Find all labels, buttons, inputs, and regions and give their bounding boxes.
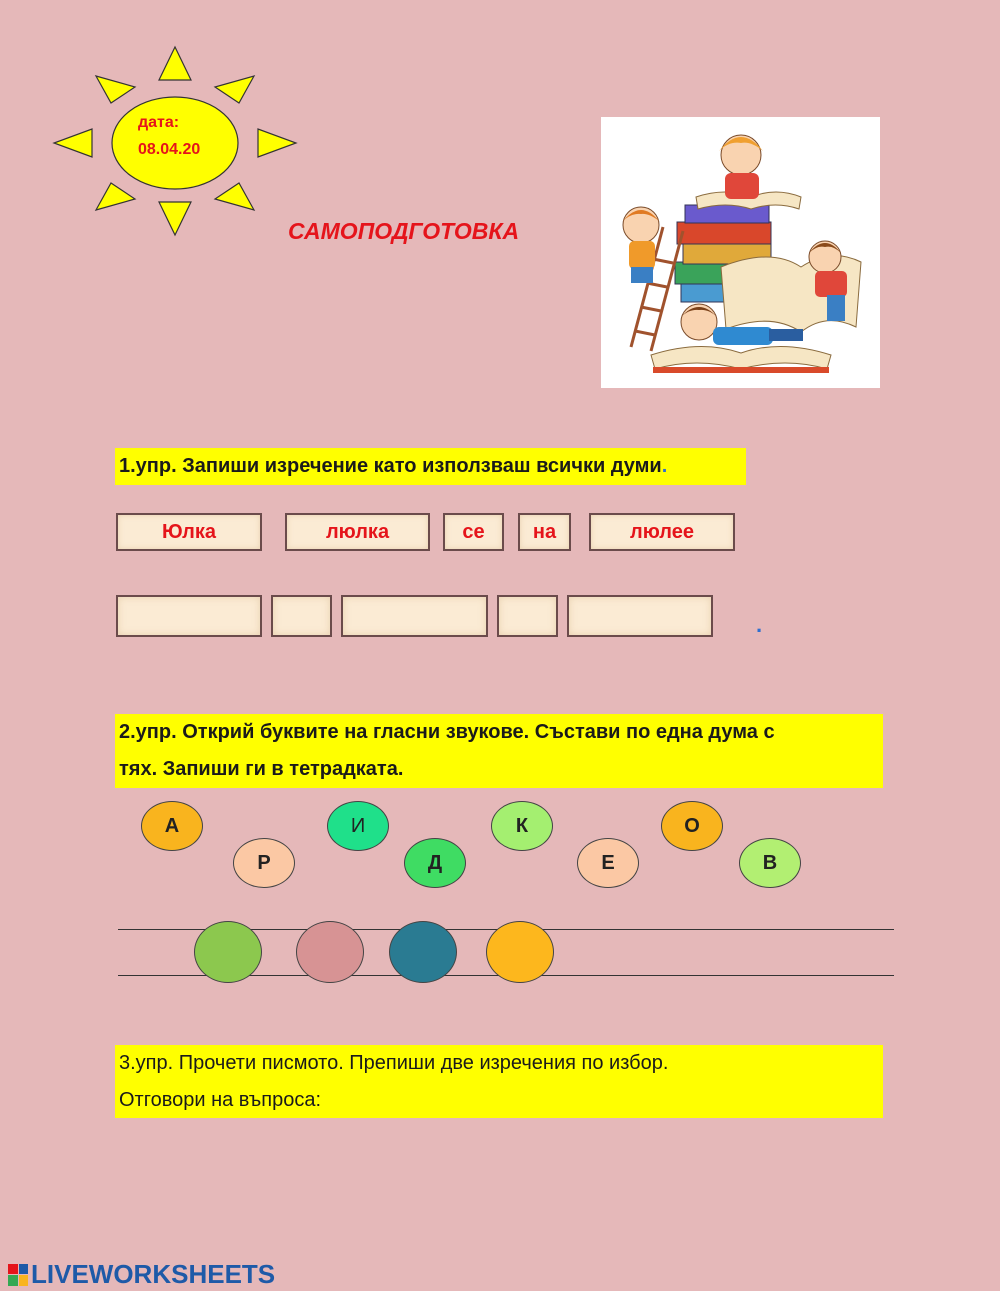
task2-instruction xyxy=(115,714,883,788)
word-tile[interactable]: люлее xyxy=(589,513,735,551)
liveworksheets-mark-icon xyxy=(8,1264,28,1286)
answer-drop-slot[interactable] xyxy=(116,595,262,637)
page-title: САМОПОДГОТОВКА xyxy=(288,218,520,244)
logo-text: LIVEWORKSHEETS xyxy=(31,1259,276,1289)
children-reading-books-illustration xyxy=(601,117,880,388)
answer-drop-slot[interactable] xyxy=(341,595,488,637)
letter-bubble[interactable]: К xyxy=(491,801,553,851)
date-label: дата: xyxy=(138,114,180,131)
letter-bubble[interactable]: Е xyxy=(577,838,639,888)
liveworksheets-logo[interactable] xyxy=(8,1259,275,1290)
word-tile[interactable]: люлка xyxy=(285,513,430,551)
task1-instruction-dot: . xyxy=(661,455,668,477)
sentence-end-dot: . xyxy=(756,612,763,637)
word-tile[interactable]: на xyxy=(518,513,571,551)
task1-instruction xyxy=(115,448,746,485)
answer-circle[interactable] xyxy=(389,921,457,983)
answer-circle[interactable] xyxy=(486,921,554,983)
answer-circle[interactable] xyxy=(296,921,364,983)
letter-bubble[interactable]: И xyxy=(327,801,389,851)
letter-bubble[interactable]: В xyxy=(739,838,801,888)
task3-instruction-line1: 3.упр. Прочети писмото. Препиши две изречения по избор. xyxy=(119,1052,669,1074)
answer-circle[interactable] xyxy=(194,921,262,983)
task3-instruction-line2: Отговори на въпроса: xyxy=(119,1089,322,1111)
letter-bubble[interactable]: Р xyxy=(233,838,295,888)
answer-drop-slot[interactable] xyxy=(497,595,558,637)
word-tile[interactable]: се xyxy=(443,513,504,551)
task1-instruction-text: 1.упр. Запиши изречение като използваш всички думи xyxy=(119,455,662,477)
answer-drop-slot[interactable] xyxy=(567,595,713,637)
letter-bubble[interactable]: Д xyxy=(404,838,466,888)
date-value: 08.04.20 xyxy=(138,141,201,158)
letter-bubble[interactable]: О xyxy=(661,801,723,851)
task2-instruction-line1: 2.упр. Открий буквите на гласни звукове. Състави по една дума с xyxy=(119,721,775,743)
answer-drop-slot[interactable] xyxy=(271,595,332,637)
task3-instruction xyxy=(115,1045,883,1118)
task2-instruction-line2: тях. Запиши ги в тетрадката. xyxy=(119,758,404,780)
word-tile[interactable]: Юлка xyxy=(116,513,262,551)
letter-bubble[interactable]: А xyxy=(141,801,203,851)
